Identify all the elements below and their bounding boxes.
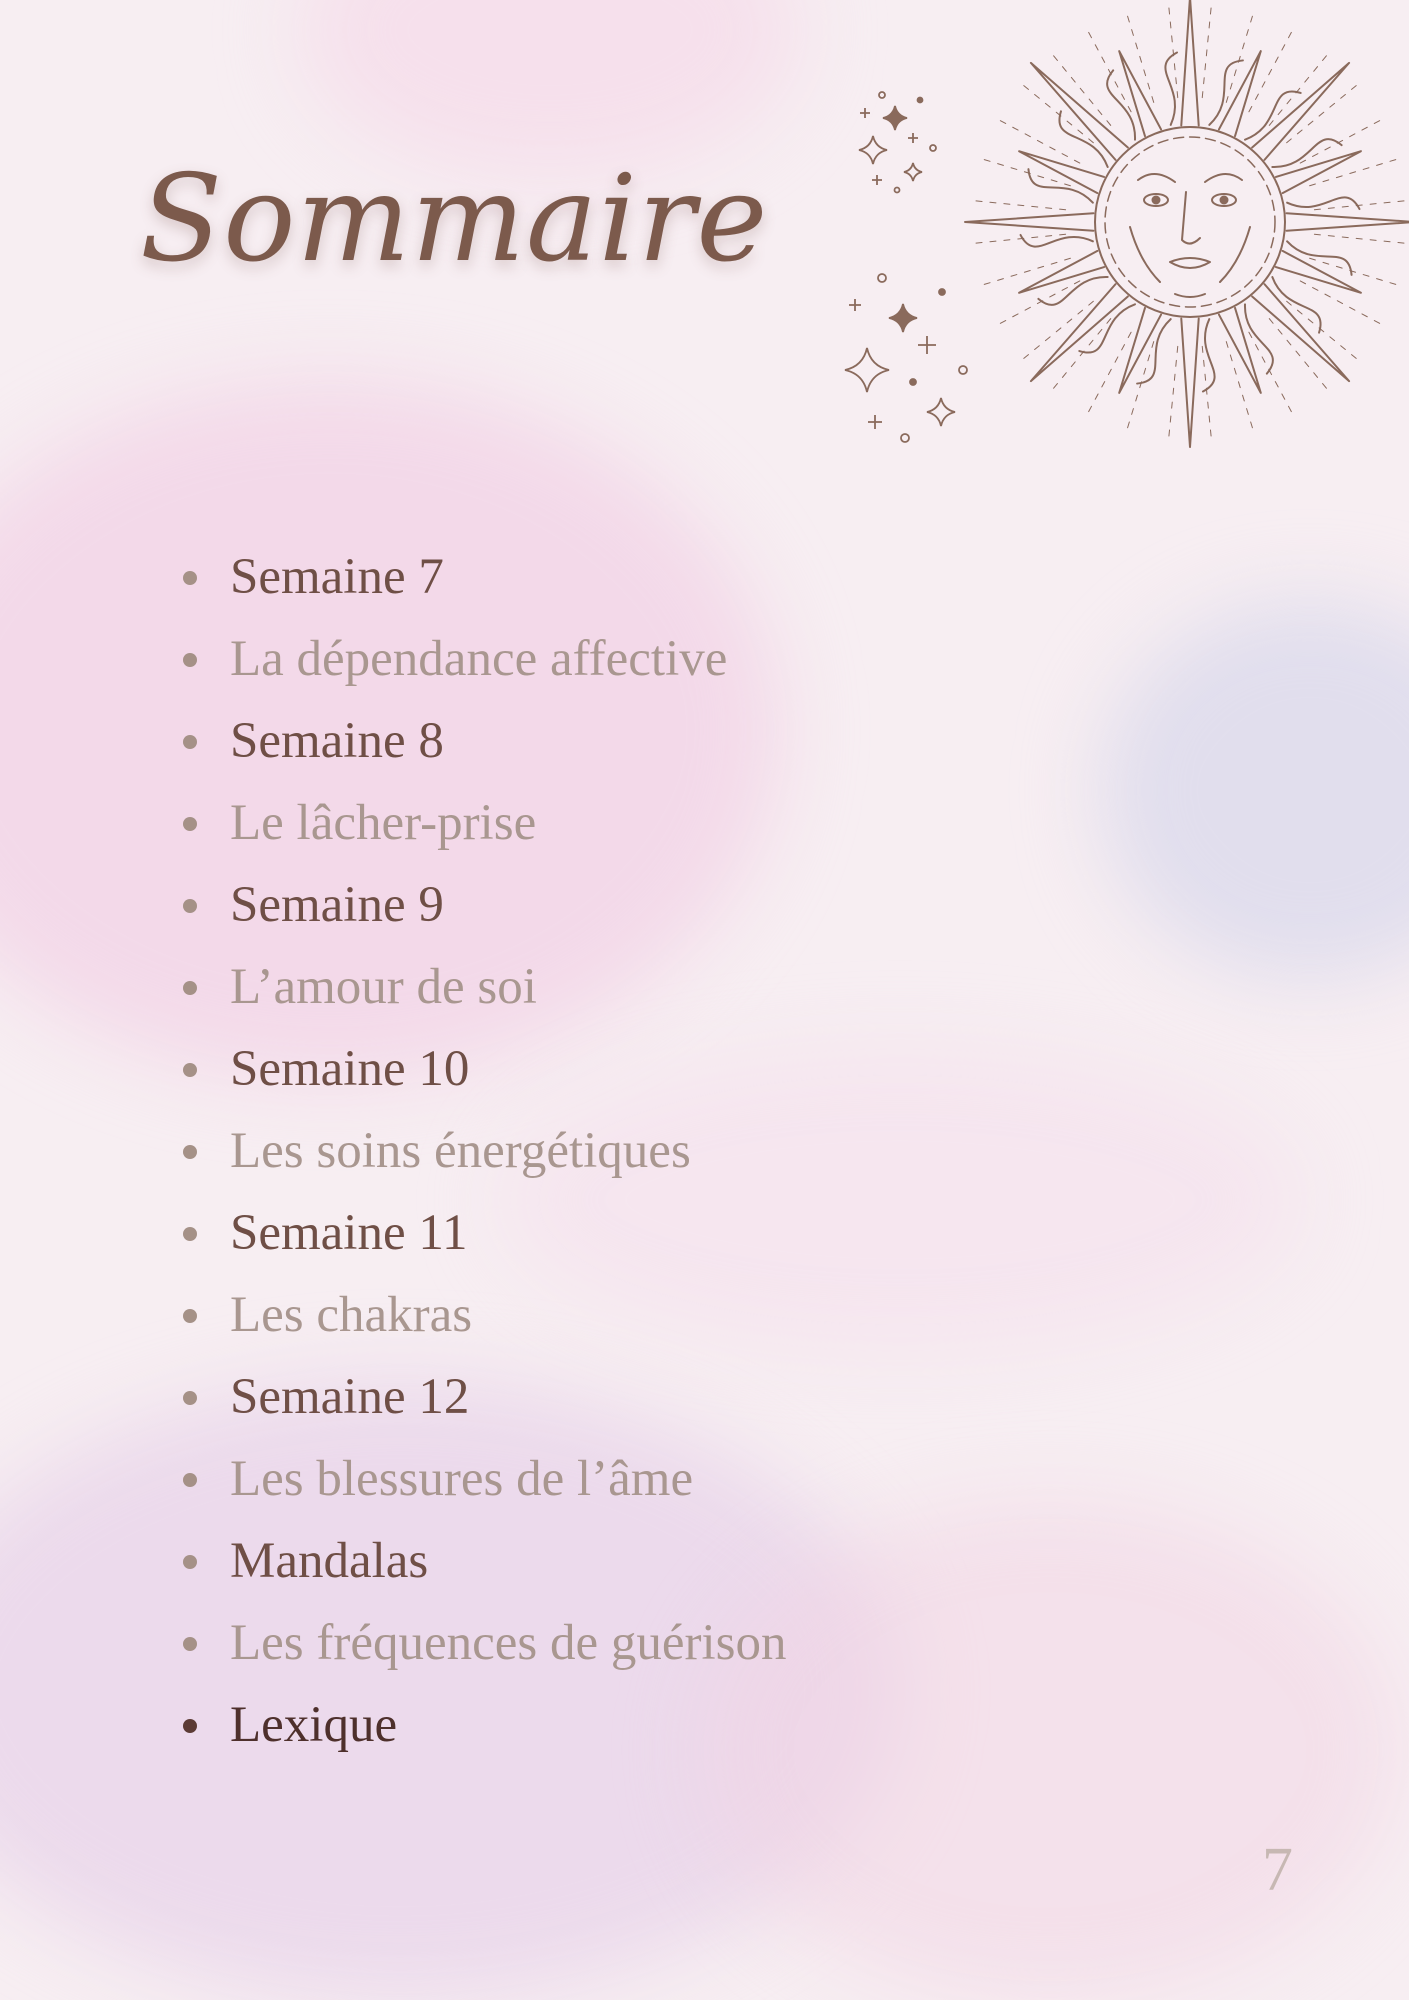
bullet-icon (183, 1473, 197, 1487)
bullet-icon (183, 1555, 197, 1569)
toc-item[interactable] (180, 627, 787, 709)
toc-item[interactable] (180, 1283, 787, 1365)
toc-item-label: Les fréquences de guérison (230, 1615, 787, 1671)
toc-item[interactable] (180, 1447, 787, 1529)
watercolor-wash (700, 1500, 1400, 2000)
table-of-contents (180, 545, 787, 1775)
toc-item-label: Semaine 10 (230, 1041, 470, 1097)
toc-item-label: Lexique (230, 1697, 398, 1753)
page-title: Sommaire (140, 150, 769, 289)
toc-item[interactable] (180, 791, 787, 873)
toc-item-label: Les soins énergétiques (230, 1123, 691, 1179)
bullet-icon (183, 1227, 197, 1241)
toc-item-label: Semaine 12 (230, 1369, 470, 1425)
toc-item-label: Le lâcher-prise (230, 795, 537, 851)
toc-item-label: L’amour de soi (230, 959, 537, 1015)
toc-item-label: Mandalas (230, 1533, 429, 1589)
toc-item-label: La dépendance affective (230, 631, 728, 687)
toc-item[interactable] (180, 873, 787, 955)
bullet-icon (183, 1637, 197, 1651)
bullet-icon (183, 981, 197, 995)
toc-item[interactable] (180, 545, 787, 627)
toc-item[interactable] (180, 1201, 787, 1283)
sparkles-icon (845, 92, 967, 442)
toc-item[interactable] (180, 1365, 787, 1447)
bullet-icon (183, 735, 197, 749)
bullet-icon (183, 1719, 197, 1733)
toc-item[interactable] (180, 1119, 787, 1201)
toc-item[interactable] (180, 1693, 787, 1775)
toc-item[interactable] (180, 955, 787, 1037)
toc-item-label: Les chakras (230, 1287, 473, 1343)
bullet-icon (183, 817, 197, 831)
sun-face-icon (835, 0, 1409, 450)
toc-item[interactable] (180, 1529, 787, 1611)
bullet-icon (183, 1145, 197, 1159)
watercolor-wash (1100, 600, 1409, 980)
bullet-icon (183, 1309, 197, 1323)
bullet-icon (183, 571, 197, 585)
bullet-icon (183, 653, 197, 667)
toc-item[interactable] (180, 1037, 787, 1119)
toc-item[interactable] (180, 1611, 787, 1693)
page-number: 7 (1262, 1836, 1293, 1904)
bullet-icon (183, 1391, 197, 1405)
bullet-icon (183, 1063, 197, 1077)
bullet-icon (183, 899, 197, 913)
toc-item-label: Les blessures de l’âme (230, 1451, 694, 1507)
toc-item-label: Semaine 8 (230, 713, 444, 769)
toc-item-label: Semaine 9 (230, 877, 444, 933)
toc-item-label: Semaine 11 (230, 1205, 468, 1261)
toc-item-label: Semaine 7 (230, 549, 444, 605)
toc-item[interactable] (180, 709, 787, 791)
